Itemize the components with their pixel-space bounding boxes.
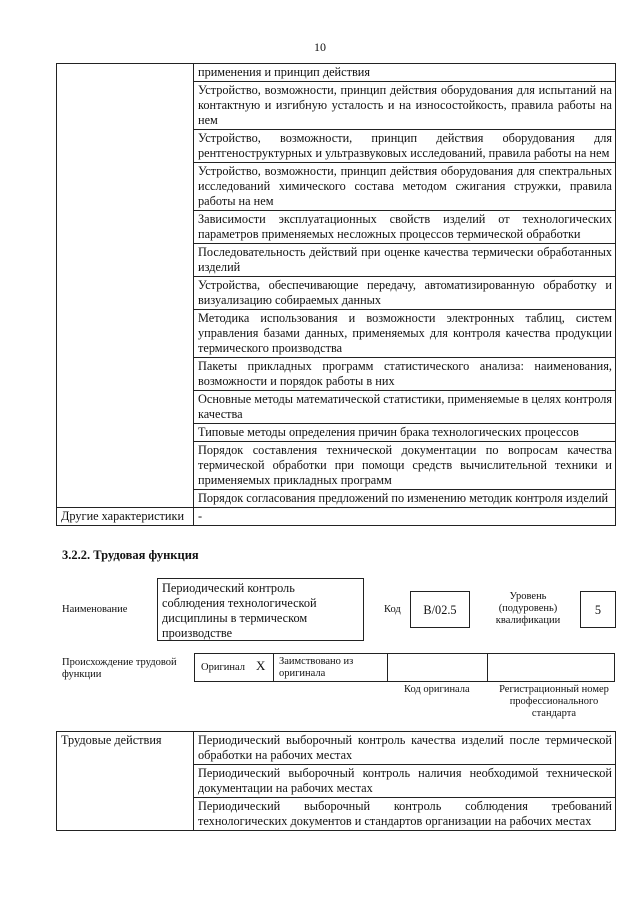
section-title: 3.2.2. Трудовая функция [62,548,199,562]
code-value-box [410,591,470,628]
code-original-label: Код оригинала [404,684,470,695]
origin-divider [487,653,488,682]
original-label: Оригинал [201,662,245,673]
page-number: 10 [314,40,326,54]
labor-actions-table [56,731,616,831]
name-value-box [157,578,364,641]
name-label: Наименование [62,604,128,615]
knowledge-item: Устройства, обеспечивающие передачу, автоматизированную обработку и визуализацию собираемых данных [194,277,616,310]
other-characteristics-label: Другие характеристики [57,508,194,526]
level-label: Уровень (подуровень) квалификации [495,591,561,626]
labor-action-item: Периодический выборочный контроль качества изделий после термической обработки на рабочих местах [194,732,616,765]
origin-label: Происхождение трудовой функции [62,657,177,680]
knowledge-item: Основные методы математической статистики, применяемые в целях контроля качества [194,391,616,424]
borrowed-label: Заимствовано из оригинала [279,656,354,679]
other-characteristics-value: - [194,508,616,526]
origin-divider [387,653,388,682]
labor-actions-label: Трудовые действия [57,732,194,831]
reg-number-label: Регистрационный номер профессионального стандарта [499,684,609,719]
origin-divider [273,653,274,682]
name-value: Периодический контроль соблюдения технологической дисциплины в термическом производстве [162,581,317,640]
knowledge-item: Порядок составления технической документации по вопросам качества термической обработки при помощи средств вычислительной техники и применяемых прикладных программ [194,442,616,490]
knowledge-item: применения и принцип действия [194,64,616,82]
knowledge-item: Устройство, возможности, принцип действия оборудования для рентгеноструктурных и ультразвуковых исследований, правила работы на нем [194,130,616,163]
knowledge-label-cell [57,64,194,508]
knowledge-table [56,63,616,526]
knowledge-item: Порядок согласования предложений по изменению методик контроля изделий [194,490,616,508]
labor-action-item: Периодический выборочный контроль соблюдения требований технологических документов и стандартов организации на рабочих местах [194,798,616,831]
original-mark: X [256,658,266,673]
knowledge-item: Типовые методы определения причин брака технологических процессов [194,424,616,442]
knowledge-item: Устройство, возможности, принцип действия оборудования для испытаний на контактную и изгибную усталость и на износостойкость, правила работы на нем [194,82,616,130]
level-value-box [580,591,616,628]
level-value: 5 [594,603,602,617]
labor-action-item: Периодический выборочный контроль наличия необходимой технической документации на рабочих местах [194,765,616,798]
knowledge-item: Последовательность действий при оценке качества термически обработанных изделий [194,244,616,277]
knowledge-item: Зависимости эксплуатационных свойств изделий от технологических параметров применяемых несложных процессов термической обработки [194,211,616,244]
code-value: B/02.5 [423,603,457,617]
code-label: Код [384,604,401,615]
knowledge-item: Методика использования и возможности электронных таблиц, систем управления базами данных, применяемых для контроля качества продукции термического производства [194,310,616,358]
knowledge-item: Пакеты прикладных программ статистического анализа: наименования, возможности и порядок работы в них [194,358,616,391]
knowledge-item: Устройство, возможности, принцип действия оборудования для спектральных исследований химического состава методом сжигания стружки, правила работы на нем [194,163,616,211]
